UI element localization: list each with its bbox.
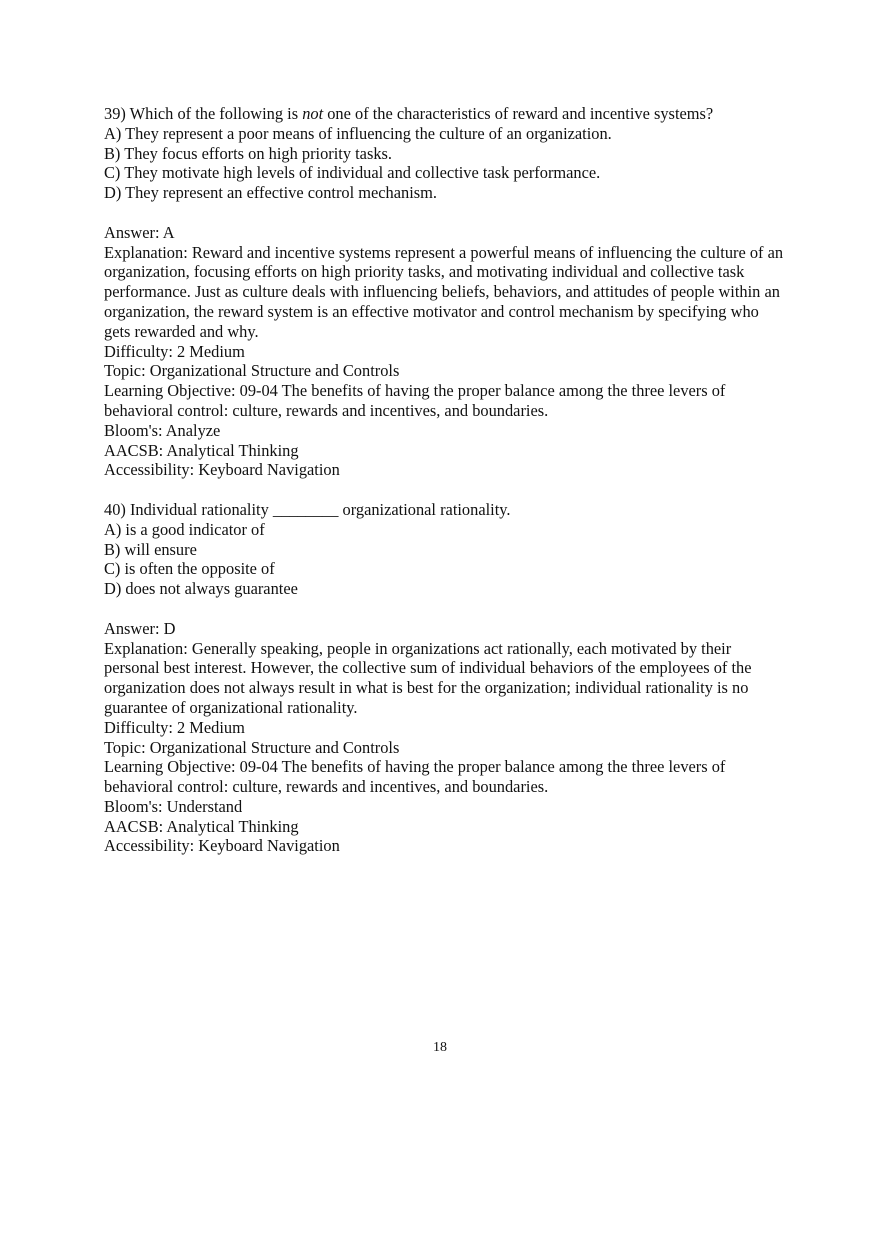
learning-objective: Learning Objective: 09-04 The benefits of having the proper balance among the three levers of behavioral control: culture, rewards and incentives, and boundaries. bbox=[104, 757, 726, 797]
learning-objective: Learning Objective: 09-04 The benefits of having the proper balance among the three levers of behavioral control: culture, rewards and incentives, and boundaries. bbox=[104, 381, 726, 420]
option-c: C) They motivate high levels of individual and collective task performance. bbox=[104, 163, 601, 183]
spacer bbox=[104, 480, 784, 500]
question-stem bbox=[104, 104, 784, 124]
answer: Answer: D bbox=[104, 618, 176, 638]
question-39 bbox=[104, 104, 784, 480]
option-c: C) is often the opposite of bbox=[104, 559, 275, 579]
option-b: B) They focus efforts on high priority tasks. bbox=[104, 143, 393, 163]
blooms: Bloom's: Analyze bbox=[104, 420, 221, 440]
difficulty: Difficulty: 2 Medium bbox=[104, 717, 245, 737]
explanation: Explanation: Reward and incentive systems represent a powerful means of influencing the culture of an organization, focusing efforts on high priority tasks, and motivating individual and collective task performance. Just as culture deals with influencing beliefs, behaviors, and attitudes of people within an organization, the reward system is an effective motivator and control mechanism by specifying who gets rewarded and why. bbox=[104, 242, 784, 341]
topic: Topic: Organizational Structure and Controls bbox=[104, 737, 400, 757]
question-40 bbox=[104, 500, 784, 856]
topic: Topic: Organizational Structure and Controls bbox=[104, 361, 400, 381]
aacsb: AACSB: Analytical Thinking bbox=[104, 440, 299, 460]
option-d: D) does not always guarantee bbox=[104, 579, 298, 599]
answer: Answer: A bbox=[104, 222, 175, 242]
option-b: B) will ensure bbox=[104, 539, 197, 559]
blooms: Bloom's: Understand bbox=[104, 796, 243, 816]
accessibility: Accessibility: Keyboard Navigation bbox=[104, 460, 340, 480]
option-a: A) They represent a poor means of influencing the culture of an organization. bbox=[104, 123, 612, 143]
question-stem: 40) Individual rationality ________ organizational rationality. bbox=[104, 499, 511, 519]
spacer bbox=[104, 203, 784, 223]
page-content bbox=[104, 104, 784, 856]
stem-text-after: one of the characteristics of reward and incentive systems? bbox=[323, 104, 714, 123]
option-d: D) They represent an effective control mechanism. bbox=[104, 183, 437, 203]
explanation: Explanation: Generally speaking, people in organizations act rationally, each motivated by their personal best interest. However, the collective sum of individual behaviors of the employees of the organization does not always result in what is best for the organization; individual rationality is no guarantee of organizational rationality. bbox=[104, 638, 752, 717]
aacsb: AACSB: Analytical Thinking bbox=[104, 816, 299, 836]
stem-emphasis: not bbox=[302, 104, 324, 123]
stem-text-before: 39) Which of the following is bbox=[104, 104, 303, 123]
page-number: 18 bbox=[433, 1040, 447, 1055]
option-a: A) is a good indicator of bbox=[104, 519, 265, 539]
accessibility: Accessibility: Keyboard Navigation bbox=[104, 836, 340, 856]
spacer bbox=[104, 599, 784, 619]
difficulty: Difficulty: 2 Medium bbox=[104, 341, 245, 361]
